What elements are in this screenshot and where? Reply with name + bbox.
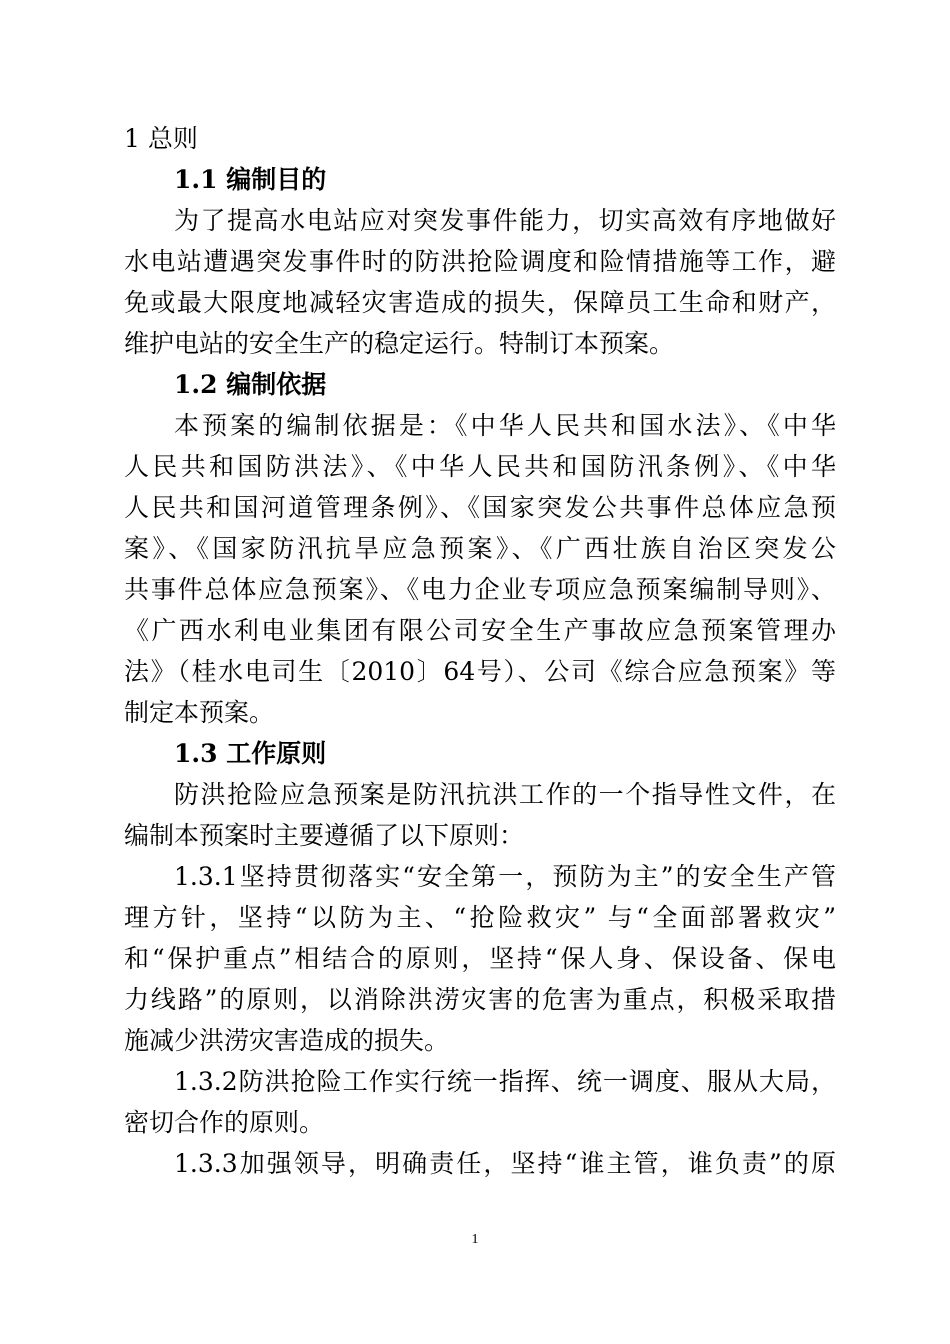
paragraph-line: 密切合作的原则。 <box>124 1108 325 1137</box>
paragraph-line: 共事件总体应急预案》、《电力企业专项应急预案编制导则》、 <box>124 575 836 604</box>
paragraph-line: 人民共和国河道管理条例》、《国家突发公共事件总体应急预 <box>124 493 836 522</box>
page-body <box>124 118 836 1184</box>
paragraph-line: 1.3.1坚持贯彻落实“安全第一，预防为主”的安全生产管 <box>174 862 836 891</box>
paragraph-line: 维护电站的安全生产的稳定运行。特制订本预案。 <box>124 329 675 358</box>
section-heading-1: 1 总则 <box>124 124 198 153</box>
paragraph-line: 力线路”的原则，以消除洪涝灾害的危害为重点，积极采取措 <box>124 985 836 1014</box>
paragraph-line: 《广西水利电业集团有限公司安全生产事故应急预案管理办 <box>124 616 836 645</box>
subsection-heading-1-3: 1.3 工作原则 <box>174 739 327 768</box>
paragraph-line: 制定本预案。 <box>124 698 275 727</box>
paragraph-line: 1.3.3加强领导，明确责任，坚持“谁主管，谁负责”的原 <box>174 1149 836 1178</box>
paragraph-line: 法》（桂水电司生〔2010〕64号）、公司《综合应急预案》等 <box>124 657 836 686</box>
subsection-heading-1-1: 1.1 编制目的 <box>174 165 327 194</box>
paragraph-line: 人民共和国防洪法》、《中华人民共和国防汛条例》、《中华 <box>124 452 836 481</box>
paragraph-line: 防洪抢险应急预案是防汛抗洪工作的一个指导性文件，在 <box>174 780 836 809</box>
paragraph-line: 水电站遭遇突发事件时的防洪抢险调度和险情措施等工作，避 <box>124 247 836 276</box>
paragraph-line: 案》、《国家防汛抗旱应急预案》、《广西壮族自治区突发公 <box>124 534 836 563</box>
paragraph-line: 编制本预案时主要遵循了以下原则： <box>124 821 525 850</box>
paragraph-line: 理方针，坚持“以防为主、“抢险救灾” 与“全面部署救灾” <box>124 903 836 932</box>
paragraph-line: 和“保护重点”相结合的原则，坚持“保人身、保设备、保电 <box>124 944 836 973</box>
subsection-heading-1-2: 1.2 编制依据 <box>174 370 327 399</box>
paragraph-line: 为了提高水电站应对突发事件能力，切实高效有序地做好 <box>174 206 836 235</box>
paragraph-line: 施减少洪涝灾害造成的损失。 <box>124 1026 450 1055</box>
paragraph-line: 1.3.2防洪抢险工作实行统一指挥、统一调度、服从大局， <box>174 1067 836 1096</box>
paragraph-line: 免或最大限度地减轻灾害造成的损失，保障员工生命和财产， <box>124 288 836 317</box>
paragraph-line: 本预案的编制依据是：《中华人民共和国水法》、《中华 <box>174 411 836 440</box>
page-number: 1 <box>471 1232 479 1247</box>
